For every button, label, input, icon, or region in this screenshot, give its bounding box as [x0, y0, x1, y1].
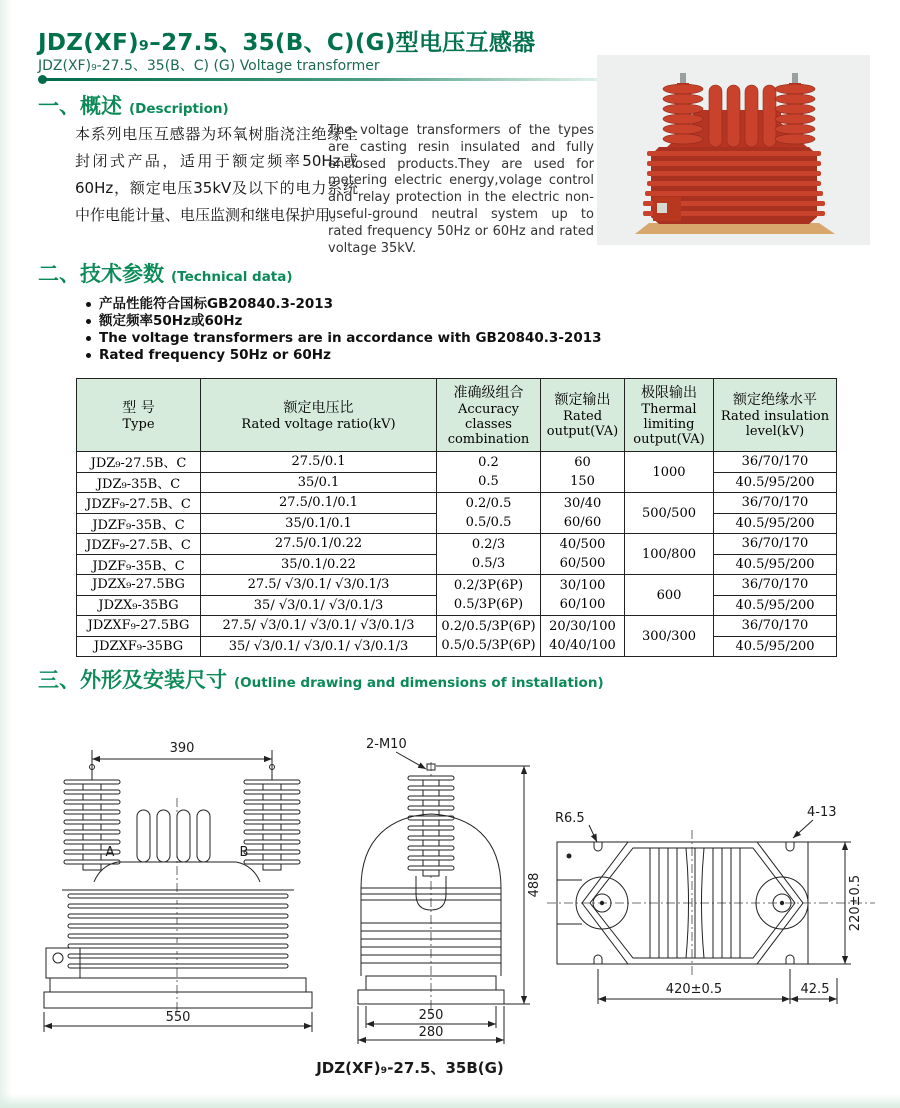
cell-output: 20/30/100 40/40/100	[541, 616, 625, 657]
section-heading-en: (Outline drawing and dimensions of installation)	[234, 675, 604, 691]
cell-thermal: 1000	[625, 452, 714, 493]
cell-thermal: 100/800	[625, 534, 714, 575]
section-heading-en: (Technical data)	[171, 269, 293, 285]
cell-accuracy: 0.2/0.5 0.5/0.5	[437, 493, 541, 534]
drawing-caption: JDZ(XF)₉-27.5、35B(G)	[316, 1059, 504, 1077]
cell-insulation: 36/70/170	[714, 452, 837, 473]
table-row	[77, 616, 837, 637]
page-subtitle: JDZ(XF)₉-27.5、35(B、C) (G) Voltage transformer	[38, 58, 380, 74]
cell-type: JDZX₉-35BG	[77, 595, 201, 616]
transformer-illustration	[635, 73, 835, 234]
section-heading-cn: 三、外形及安装尺寸	[38, 668, 227, 692]
cell-type: JDZX₉-27.5BG	[77, 575, 201, 596]
dimension-420: 420±0.5	[665, 982, 723, 997]
cell-insulation: 36/70/170	[714, 493, 837, 514]
cell-output: 30/40 60/60	[541, 493, 625, 534]
cell-insulation: 40.5/95/200	[714, 513, 837, 534]
cell-type: JDZF₉-27.5B、C	[77, 493, 201, 514]
cell-insulation: 40.5/95/200	[714, 472, 837, 493]
technical-data-table	[76, 378, 837, 657]
dimension-42-5: 42.5	[800, 982, 830, 997]
cell-insulation: 36/70/170	[714, 575, 837, 596]
cell-ratio: 35/0.1/0.1	[201, 513, 437, 534]
cell-accuracy: 0.2 0.5	[437, 452, 541, 493]
description-paragraph-chinese: 本系列电压互感器为环氧树脂浇注绝缘全封闭式产品，适用于额定频率50Hz或60Hz，额定电压35kV及以下的电力系统中作电能计量、电压监测和继电保护用。	[75, 125, 358, 224]
table-row	[77, 493, 837, 514]
table-header-row	[77, 379, 837, 452]
product-photo	[597, 55, 870, 245]
bullet-item: 产品性能符合国标GB20840.3-2013	[85, 296, 602, 313]
section-description-heading	[38, 90, 229, 120]
radius-label: R6.5	[555, 811, 585, 826]
outline-drawing-plan-view	[545, 792, 897, 1040]
description-paragraph-english: The voltage transformers of the types are casting resin insulated and fully enclosed products.They are used for metering electric energy,volage control and relay protection in the electric non-useful-ground neutral system up to rated frequency 50Hz or 60Hz and rated voltage 35kV.	[328, 123, 594, 256]
bottom-edge-gradient	[0, 1094, 900, 1108]
outline-drawing-front-view	[20, 732, 335, 1042]
title-divider	[40, 78, 652, 81]
cell-ratio: 27.5/0.1/0.22	[201, 534, 437, 555]
table-row	[77, 452, 837, 473]
terminal-label-b: B	[239, 845, 249, 860]
dimension-250: 250	[418, 1008, 444, 1023]
holes-label: 4-13	[807, 805, 837, 820]
terminal-label-a: A	[105, 845, 115, 860]
col-header-thermal: 极限输出 Thermal limiting output(VA)	[625, 379, 714, 452]
cell-accuracy: 0.2/0.5/3P(6P) 0.5/0.5/3P(6P)	[437, 616, 541, 657]
section-outline-heading	[38, 664, 604, 694]
col-header-ratio: 额定电压比 Rated voltage ratio(kV)	[201, 379, 437, 452]
cell-output: 60 150	[541, 452, 625, 493]
bullet-item: Rated frequency 50Hz or 60Hz	[85, 347, 602, 364]
page-title: JDZ(XF)₉–27.5、35(B、C)(G)型电压互感器	[38, 30, 536, 56]
table-row	[77, 534, 837, 555]
cell-ratio: 35/ √3/0.1/ √3/0.1/ √3/0.1/3	[201, 636, 437, 657]
dimension-488: 488	[527, 872, 542, 898]
cell-accuracy: 0.2/3 0.5/3	[437, 534, 541, 575]
outline-drawing-side-view	[336, 728, 561, 1046]
cell-type: JDZF₉-35B、C	[77, 513, 201, 534]
cell-ratio: 27.5/ √3/0.1/ √3/0.1/ √3/0.1/3	[201, 616, 437, 637]
table-row	[77, 575, 837, 596]
dimension-390: 390	[169, 741, 195, 756]
dimension-550: 550	[165, 1010, 191, 1025]
cell-insulation: 40.5/95/200	[714, 595, 837, 616]
cell-type: JDZXF₉-35BG	[77, 636, 201, 657]
cell-ratio: 27.5/ √3/0.1/ √3/0.1/3	[201, 575, 437, 596]
cell-type: JDZ₉-35B、C	[77, 472, 201, 493]
cell-type: JDZ₉-27.5B、C	[77, 452, 201, 473]
thread-label: 2-M10	[366, 737, 407, 752]
section-technical-heading	[38, 258, 293, 288]
dimension-280: 280	[418, 1025, 444, 1040]
technical-bullet-list	[85, 296, 602, 364]
left-edge-gradient	[0, 0, 12, 1108]
cell-ratio: 27.5/0.1/0.1	[201, 493, 437, 514]
dimension-220: 220±0.5	[848, 874, 863, 932]
col-header-insulation: 额定绝缘水平 Rated insulation level(kV)	[714, 379, 837, 452]
cell-ratio: 35/0.1/0.22	[201, 554, 437, 575]
cell-ratio: 35/0.1	[201, 472, 437, 493]
cell-output: 30/100 60/100	[541, 575, 625, 616]
cell-thermal: 600	[625, 575, 714, 616]
cell-output: 40/500 60/500	[541, 534, 625, 575]
bullet-item: The voltage transformers are in accordance with GB20840.3-2013	[85, 330, 602, 347]
bullet-item: 额定频率50Hz或60Hz	[85, 313, 602, 330]
cell-insulation: 40.5/95/200	[714, 636, 837, 657]
cell-type: JDZXF₉-27.5BG	[77, 616, 201, 637]
cell-type: JDZF₉-27.5B、C	[77, 534, 201, 555]
section-heading-cn: 一、概述	[38, 94, 122, 118]
section-heading-en: (Description)	[129, 101, 229, 117]
col-header-type: 型 号 Type	[77, 379, 201, 452]
cell-insulation: 36/70/170	[714, 616, 837, 637]
section-heading-cn: 二、技术参数	[38, 262, 164, 286]
col-header-accuracy: 准确级组合 Accuracy classes combination	[437, 379, 541, 452]
cell-insulation: 36/70/170	[714, 534, 837, 555]
cell-ratio: 27.5/0.1	[201, 452, 437, 473]
cell-insulation: 40.5/95/200	[714, 554, 837, 575]
cell-ratio: 35/ √3/0.1/ √3/0.1/3	[201, 595, 437, 616]
cell-thermal: 300/300	[625, 616, 714, 657]
col-header-output: 额定输出 Rated output(VA)	[541, 379, 625, 452]
cell-accuracy: 0.2/3P(6P) 0.5/3P(6P)	[437, 575, 541, 616]
cell-type: JDZF₉-35B、C	[77, 554, 201, 575]
cell-thermal: 500/500	[625, 493, 714, 534]
